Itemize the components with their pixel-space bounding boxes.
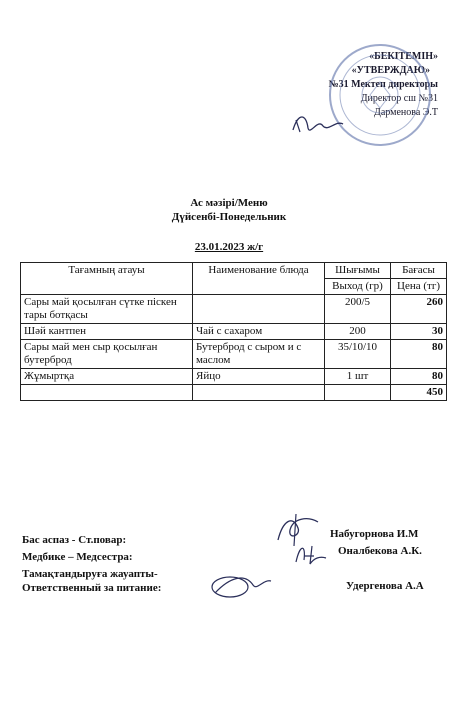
approval-line-5: Дарменова Э.Т: [374, 107, 438, 118]
row-name-kz: Жұмыртқа: [21, 369, 193, 385]
row-name-kz: Сары май қосылған сүтке піскен тары ботқасы: [21, 295, 193, 324]
table-row: [21, 295, 447, 324]
label-chef: Бас аспаз - Ст.повар:: [22, 534, 127, 546]
row-output: 35/10/10: [325, 340, 391, 369]
row-name-ru: [193, 385, 325, 401]
row-output: 200: [325, 324, 391, 340]
approval-line-2: «УТВЕРЖДАЮ»: [351, 65, 430, 76]
nurse-signature-icon: [290, 538, 330, 568]
approval-line-4: Директор сш №31: [360, 93, 438, 104]
menu-table: [20, 262, 447, 401]
row-price: 80: [391, 340, 447, 369]
responsible-signature-icon: [205, 565, 275, 605]
header-output-ru: Выход (гр): [325, 279, 391, 295]
row-price: 30: [391, 324, 447, 340]
name-chef: Набугорнова И.М: [330, 528, 419, 540]
table-row: [21, 340, 447, 369]
approval-line-3: №31 Мектеп директоры: [328, 79, 438, 90]
director-signature-icon: [288, 108, 348, 138]
row-name-ru: [193, 295, 325, 324]
label-responsible-ru: Ответственный за питание:: [22, 582, 162, 594]
table-header-row-1: [21, 263, 447, 279]
row-name-kz: [21, 385, 193, 401]
table-row: [21, 369, 447, 385]
table-row: [21, 324, 447, 340]
row-output: 1 шт: [325, 369, 391, 385]
header-output-kz: Шығымы: [325, 263, 391, 279]
signature-labels: [22, 532, 161, 597]
header-price-kz: Бағасы: [391, 263, 447, 279]
menu-title: Ас мәзірі/Меню: [190, 197, 268, 209]
label-nurse: Медбике – Медсестра:: [22, 551, 133, 563]
header-price-ru: Цена (тг): [391, 279, 447, 295]
row-price: 260: [391, 295, 447, 324]
approval-line-1: «БЕКІТЕМІН»: [369, 51, 438, 62]
header-name-kz: Тағамның атауы: [21, 263, 193, 295]
row-name-ru: Чай с сахаром: [193, 324, 325, 340]
menu-date: 23.01.2023 ж/г: [194, 241, 264, 253]
row-price: 80: [391, 369, 447, 385]
row-name-ru: Бутерброд с сыром и с маслом: [193, 340, 325, 369]
row-total-price: 450: [391, 385, 447, 401]
name-nurse: Оналбекова А.К.: [338, 545, 422, 557]
menu-day: Дүйсенбі-Понедельник: [171, 211, 287, 223]
row-name-kz: Сары май мен сыр қосылған бутерброд: [21, 340, 193, 369]
label-responsible-kz: Тамақтандыруға жауапты-: [22, 568, 158, 580]
header-name-ru: Наименование блюда: [193, 263, 325, 295]
table-row-total: [21, 385, 447, 401]
row-name-ru: Яйцо: [193, 369, 325, 385]
row-output: [325, 385, 391, 401]
row-name-kz: Шәй кантпен: [21, 324, 193, 340]
row-output: 200/5: [325, 295, 391, 324]
name-responsible: Удергенова А.А: [346, 580, 424, 592]
